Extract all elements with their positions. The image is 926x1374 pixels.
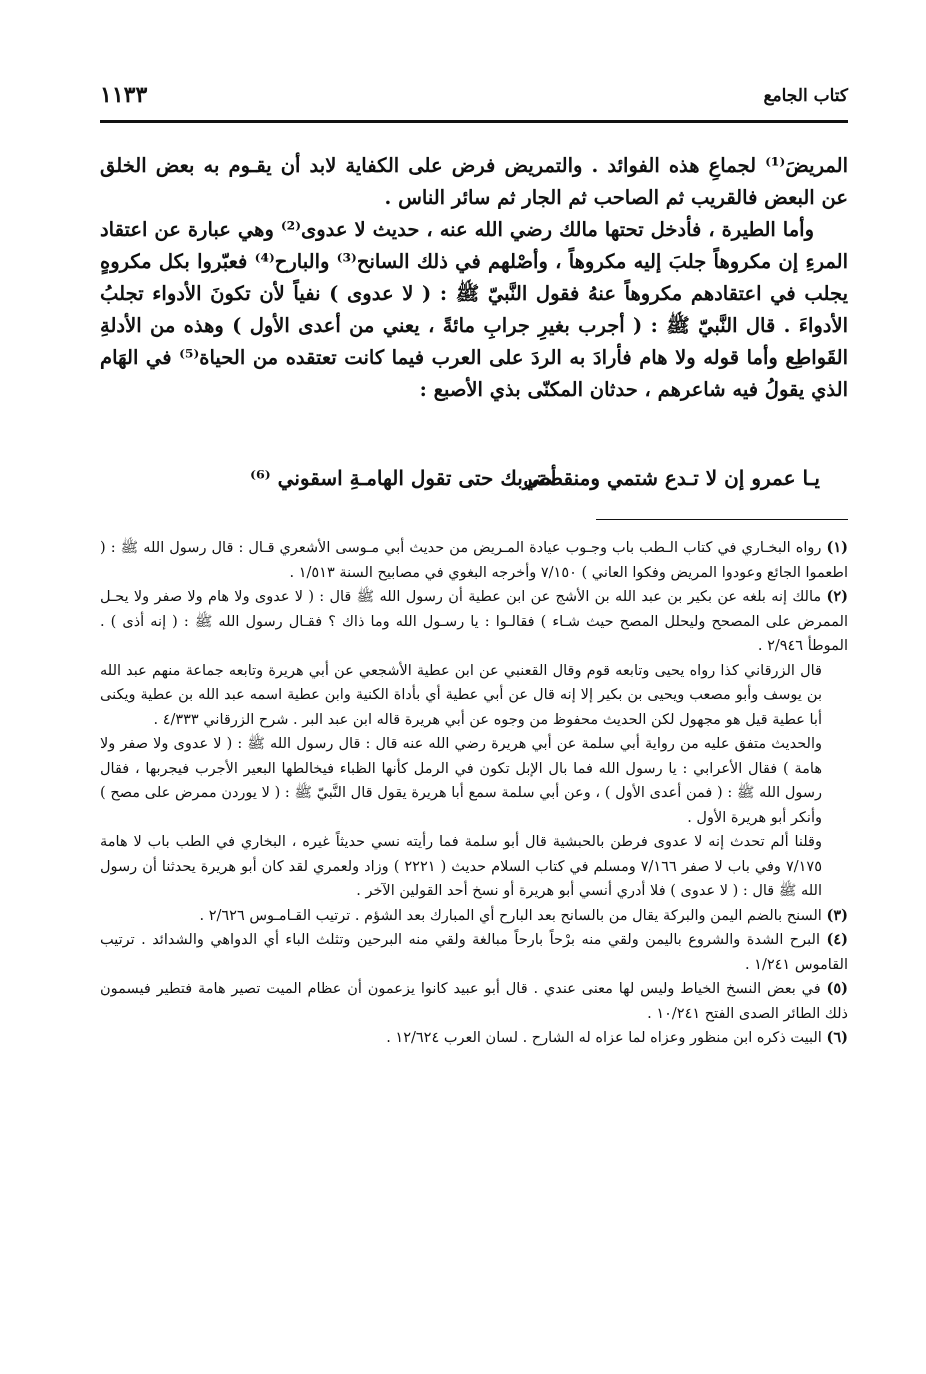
footnote-text: قال الزرقاني كذا رواه يحيى وتابعه قوم وقال القعنبي عن ابن عطية الأشجعي عن أبي هريرة وتابعه جماعة منهم عبد الله بن يوسف وأبو مصعب ويحيى بن بكير إلا إنه قال عن أبي عطية أي بأداة الكنية وابن عطية اسمه عبد الله بن عطية ويكنى أبا عطية قيل هو مجهول لكن الحديث محفوظ من وجوه عن أبي هريرة قاله ابن عبد البر . شرح الزرقاني ٤/٣٣٣ . [100,662,822,728]
footnote-text: مالك إنه بلغه عن بكير بن عبد الله بن الأشج عن ابن عطية أن رسول الله ﷺ قال : ( لا عدوى ولا هام ولا صفر ولا يحـل الممرض على المصحح وليحلل المصح حيث شـاء ) فقالـوا : يا رسـول الله وما ذاك ؟ فقـال رسول الله ﷺ : ( إنه أذى ) . الموطأ ٢/٩٤٦ . [100,589,848,654]
main-text [100,150,848,406]
footnote-text: والحديث متفق عليه من رواية أبي سلمة عن أبي هريرة رضي الله عنه قال : قال رسول الله ﷺ : ( لا عدوى ولا صفر ولا هامة ) فقال الأعرابي : يا رسول الله فما بال الإبل تكون في الرمل كأنها الظباء فيخالطها البعير الأجرب فيجربها ، فقال رسول الله ﷺ : ( فمن أعدى الأول ) ، وعن أبي سلمة سمع أبا هريرة يقول قال النَّبيّ ﷺ : ( لا يوردن ممرض على مصح ) وأنكر أبو هريرة الأول . [100,736,822,826]
page-header [100,82,848,116]
footnote-text: رواه البخـاري في كتاب الـطب باب وجـوب عيادة المـريض من حديث أبي مـوسى الأشعري قـال : قال رسول الله ﷺ : ( اطعموا الجائع وعودوا المريض وفكوا العاني ) ٧/١٥٠ وأخرجه البغوي في مصابيح السنة ١/٥١٣ . [100,540,848,581]
footnote [100,928,848,977]
footnote-continuation [100,732,848,830]
footnote-number: (٦) [826,1029,848,1046]
footnote-text: في بعض النسخ الخياط وليس لها معنى عندي . قال أبو عبيد كانوا يزعمون أن عظام الميت تصير هامة فتطير فيسمون ذلك الطائر الصدى الفتح ١٠/٢٤١ . [100,981,848,1022]
footnote-number: (٣) [826,906,848,924]
main-paragraph: المريضَ⁽¹⁾ لجماعِ هذه الفوائد . والتمريض فرض على الكفاية لابد أن يقـوم به بعض الخلق عن البعض فالقريب ثم الصاحب ثم الجار ثم سائر الناس . [100,154,848,209]
footnote [100,904,848,929]
footnote [100,585,848,659]
footnote-number: (٤) [826,931,848,948]
header-rule [100,120,848,123]
footnote-text: البيت ذكره ابن منظور وعزاه لما عزاه له الشارح . لسان العرب ١٢/٦٢٤ . [386,1030,822,1046]
main-paragraph: وأما الطيرة ، فأدخل تحتها مالك رضي الله عنه ، حديث لا عدوى⁽²⁾ وهي عبارة عن اعتقاد المرءِ إن مكروهاً جلبَ إليه مكروهاً ، وأصْلهم في ذلك السانح⁽³⁾ والبارح⁽⁴⁾ فعبّروا بكل مكروهٍ يجلب في اعتقادهم مكروهاً عنهُ فقول النَّبيّ ﷺ : ( لا عدوى ) نفياً لأن تكونَ الأدواء تجلبُ الأدواءَ . قال النَّبيّ ﷺ : ( أجرب بغيرِ جرابِ مائةً ، يعني من أعدى الأول ) وهذه من الأدلةِ القَواطِع وأما قوله ولا هام فأرادَ به الردَ على العرب فيما كانت تعتقده من الحياة⁽⁵⁾ في الهَام الذي يقولُ فيه شاعرهم ، حدثان المكنّى بذي الأصبع : [100,218,849,401]
page-number: ١١٣٣ [100,82,148,108]
footnote-text: السنح بالضم اليمن والبركة يقال من بالسانح بعد البارح أي المبارك بعد الشؤم . ترتيب القـامـوس ٢/٦٢٦ . [199,907,822,924]
footnote [100,977,848,1026]
poem-verse [100,466,848,500]
footnote-separator [596,519,848,520]
footnote [100,536,848,585]
footnote [100,1026,848,1051]
footnote-continuation [100,659,848,733]
footnotes [100,536,848,1051]
footnote-number: (١) [826,539,848,556]
verse-hemistich-second: أضربك حتى تقول الهامـةِ اسقوني ⁽⁶⁾ [250,466,557,490]
footnote-continuation [100,830,848,904]
footnote-number: (٢) [826,588,848,605]
book-title: كتاب الجامع [763,86,848,106]
verse-hemistich-first: يـا عمرو إن لا تـدع شتمي ومنقصتي [523,466,820,490]
footnote-number: (٥) [826,980,848,997]
footnote-text: وقلنا ألم تحدث إنه لا عدوى فرطن بالحبشية قال أبو سلمة فما رأيته نسي حديثاً غيره ، البخاري في الطب باب لا هامة ٧/١٧٥ وفي باب لا صفر ٧/١٦٦ ومسلم في كتاب السلام حديث ( ٢٢٢١ ) وزاد ولعمري لقد كان أبو هريرة يحدثنا أن رسول الله ﷺ قال : ( لا عدوى ) فلا أدري أنسي أبو هريرة أو نسخ أحد القولين الآخر . [100,834,822,899]
footnote-text: البرح الشدة والشروع باليمن ولقي منه برْحاً بارحاً مبالغة ولقي منه البرحين وتثلث الباء أي الدواهي والشدائد . ترتيب القاموس ١/٢٤١ . [100,932,848,973]
